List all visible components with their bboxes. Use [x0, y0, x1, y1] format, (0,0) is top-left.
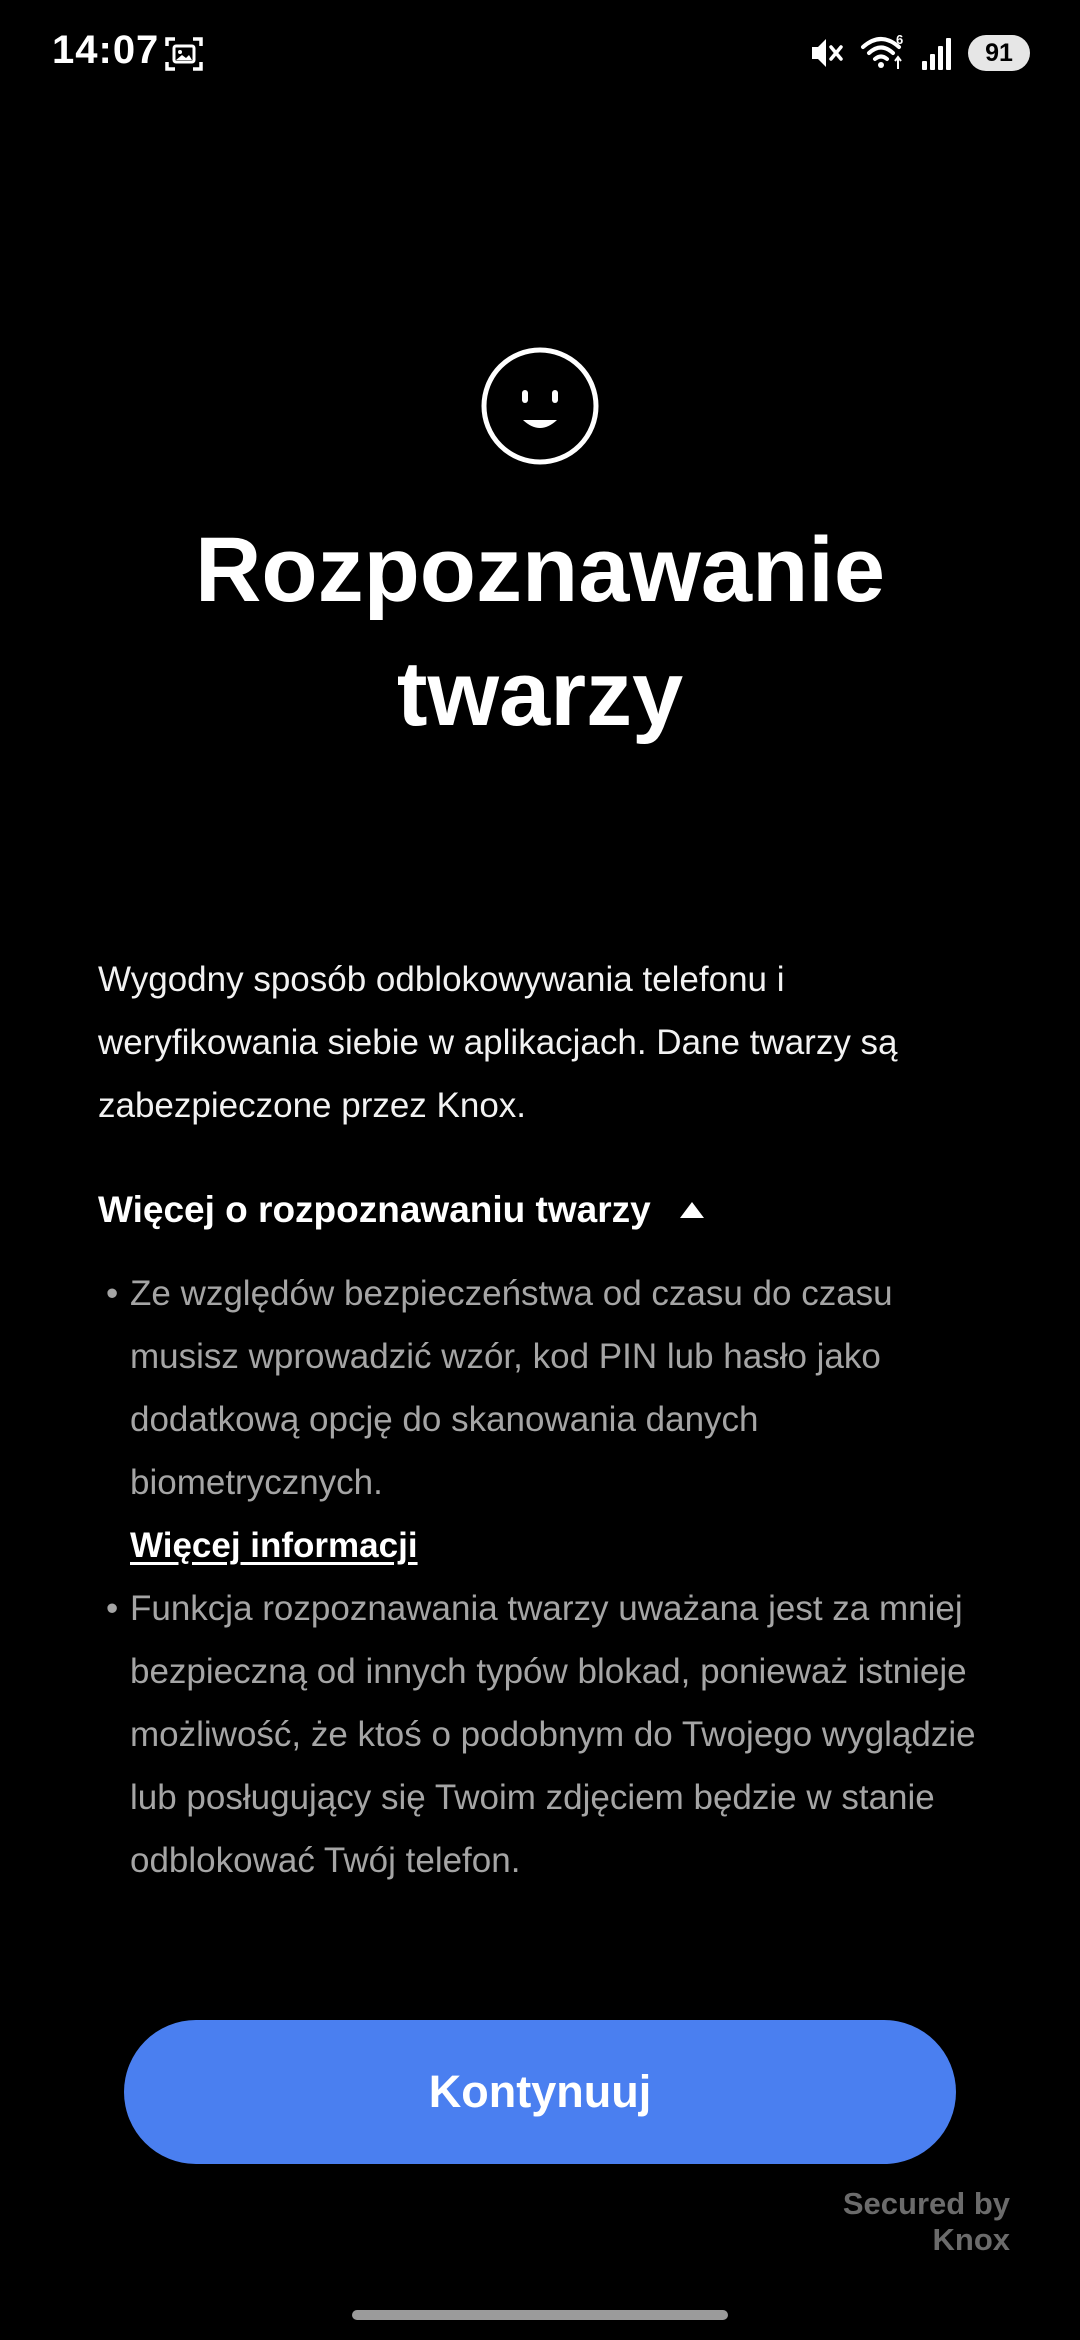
bullet-dot: • [106, 1274, 119, 1313]
details-list [104, 1262, 1004, 1892]
more-info-link[interactable]: Więcej informacji [130, 1526, 418, 1565]
status-bar [0, 0, 1080, 110]
knox-line2: Knox [932, 2222, 1010, 2257]
page-title [0, 508, 1080, 756]
battery-level: 91 [985, 38, 1013, 67]
wifi-icon [860, 33, 906, 73]
face-icon [480, 346, 600, 466]
battery-icon [968, 35, 1030, 71]
more-toggle-label: Więcej o rozpoznawaniu twarzy [98, 1189, 651, 1230]
description-text: Wygodny sposób odblokowywania telefonu i weryfikowania siebie w aplikacjach. Dane twarzy są zabezpieczone przez Knox. [98, 960, 898, 1125]
caret-up-icon [679, 1201, 705, 1219]
knox-line1: Secured by [842, 2186, 1010, 2221]
home-indicator[interactable] [352, 2310, 728, 2320]
secured-by-knox-badge [843, 2186, 1010, 2258]
status-time: 14:07 [52, 28, 160, 72]
continue-button[interactable] [124, 2020, 956, 2164]
mute-icon [806, 33, 846, 73]
bullet-text: Funkcja rozpoznawania twarzy uważana jest za mniej bezpieczną od innych typów blokad, ponieważ istnieje możliwość, że ktoś o podobnym do Twojego wyglądzie lub posługujący się Twoim zdjęciem będzie w stanie odblokować Twój telefon. [130, 1589, 976, 1880]
status-icons [806, 30, 1030, 76]
page-title-line2: twarzy [396, 643, 684, 745]
signal-icon [920, 33, 954, 73]
wifi-badge: 6 [896, 33, 904, 47]
bullet-text: Ze względów bezpieczeństwa od czasu do czasu musisz wprowadzić wzór, kod PIN lub hasło jako dodatkową opcję do skanowania danych biometrycznych. [130, 1274, 893, 1502]
continue-button-label: Kontynuuj [428, 2066, 652, 2117]
bullet-dot: • [106, 1589, 119, 1628]
list-item [104, 1577, 1004, 1892]
page-title-line1: Rozpoznawanie [194, 519, 886, 621]
list-item [104, 1262, 1004, 1577]
more-about-face-recognition-toggle[interactable] [98, 1180, 705, 1240]
screenshot-icon [164, 34, 204, 74]
